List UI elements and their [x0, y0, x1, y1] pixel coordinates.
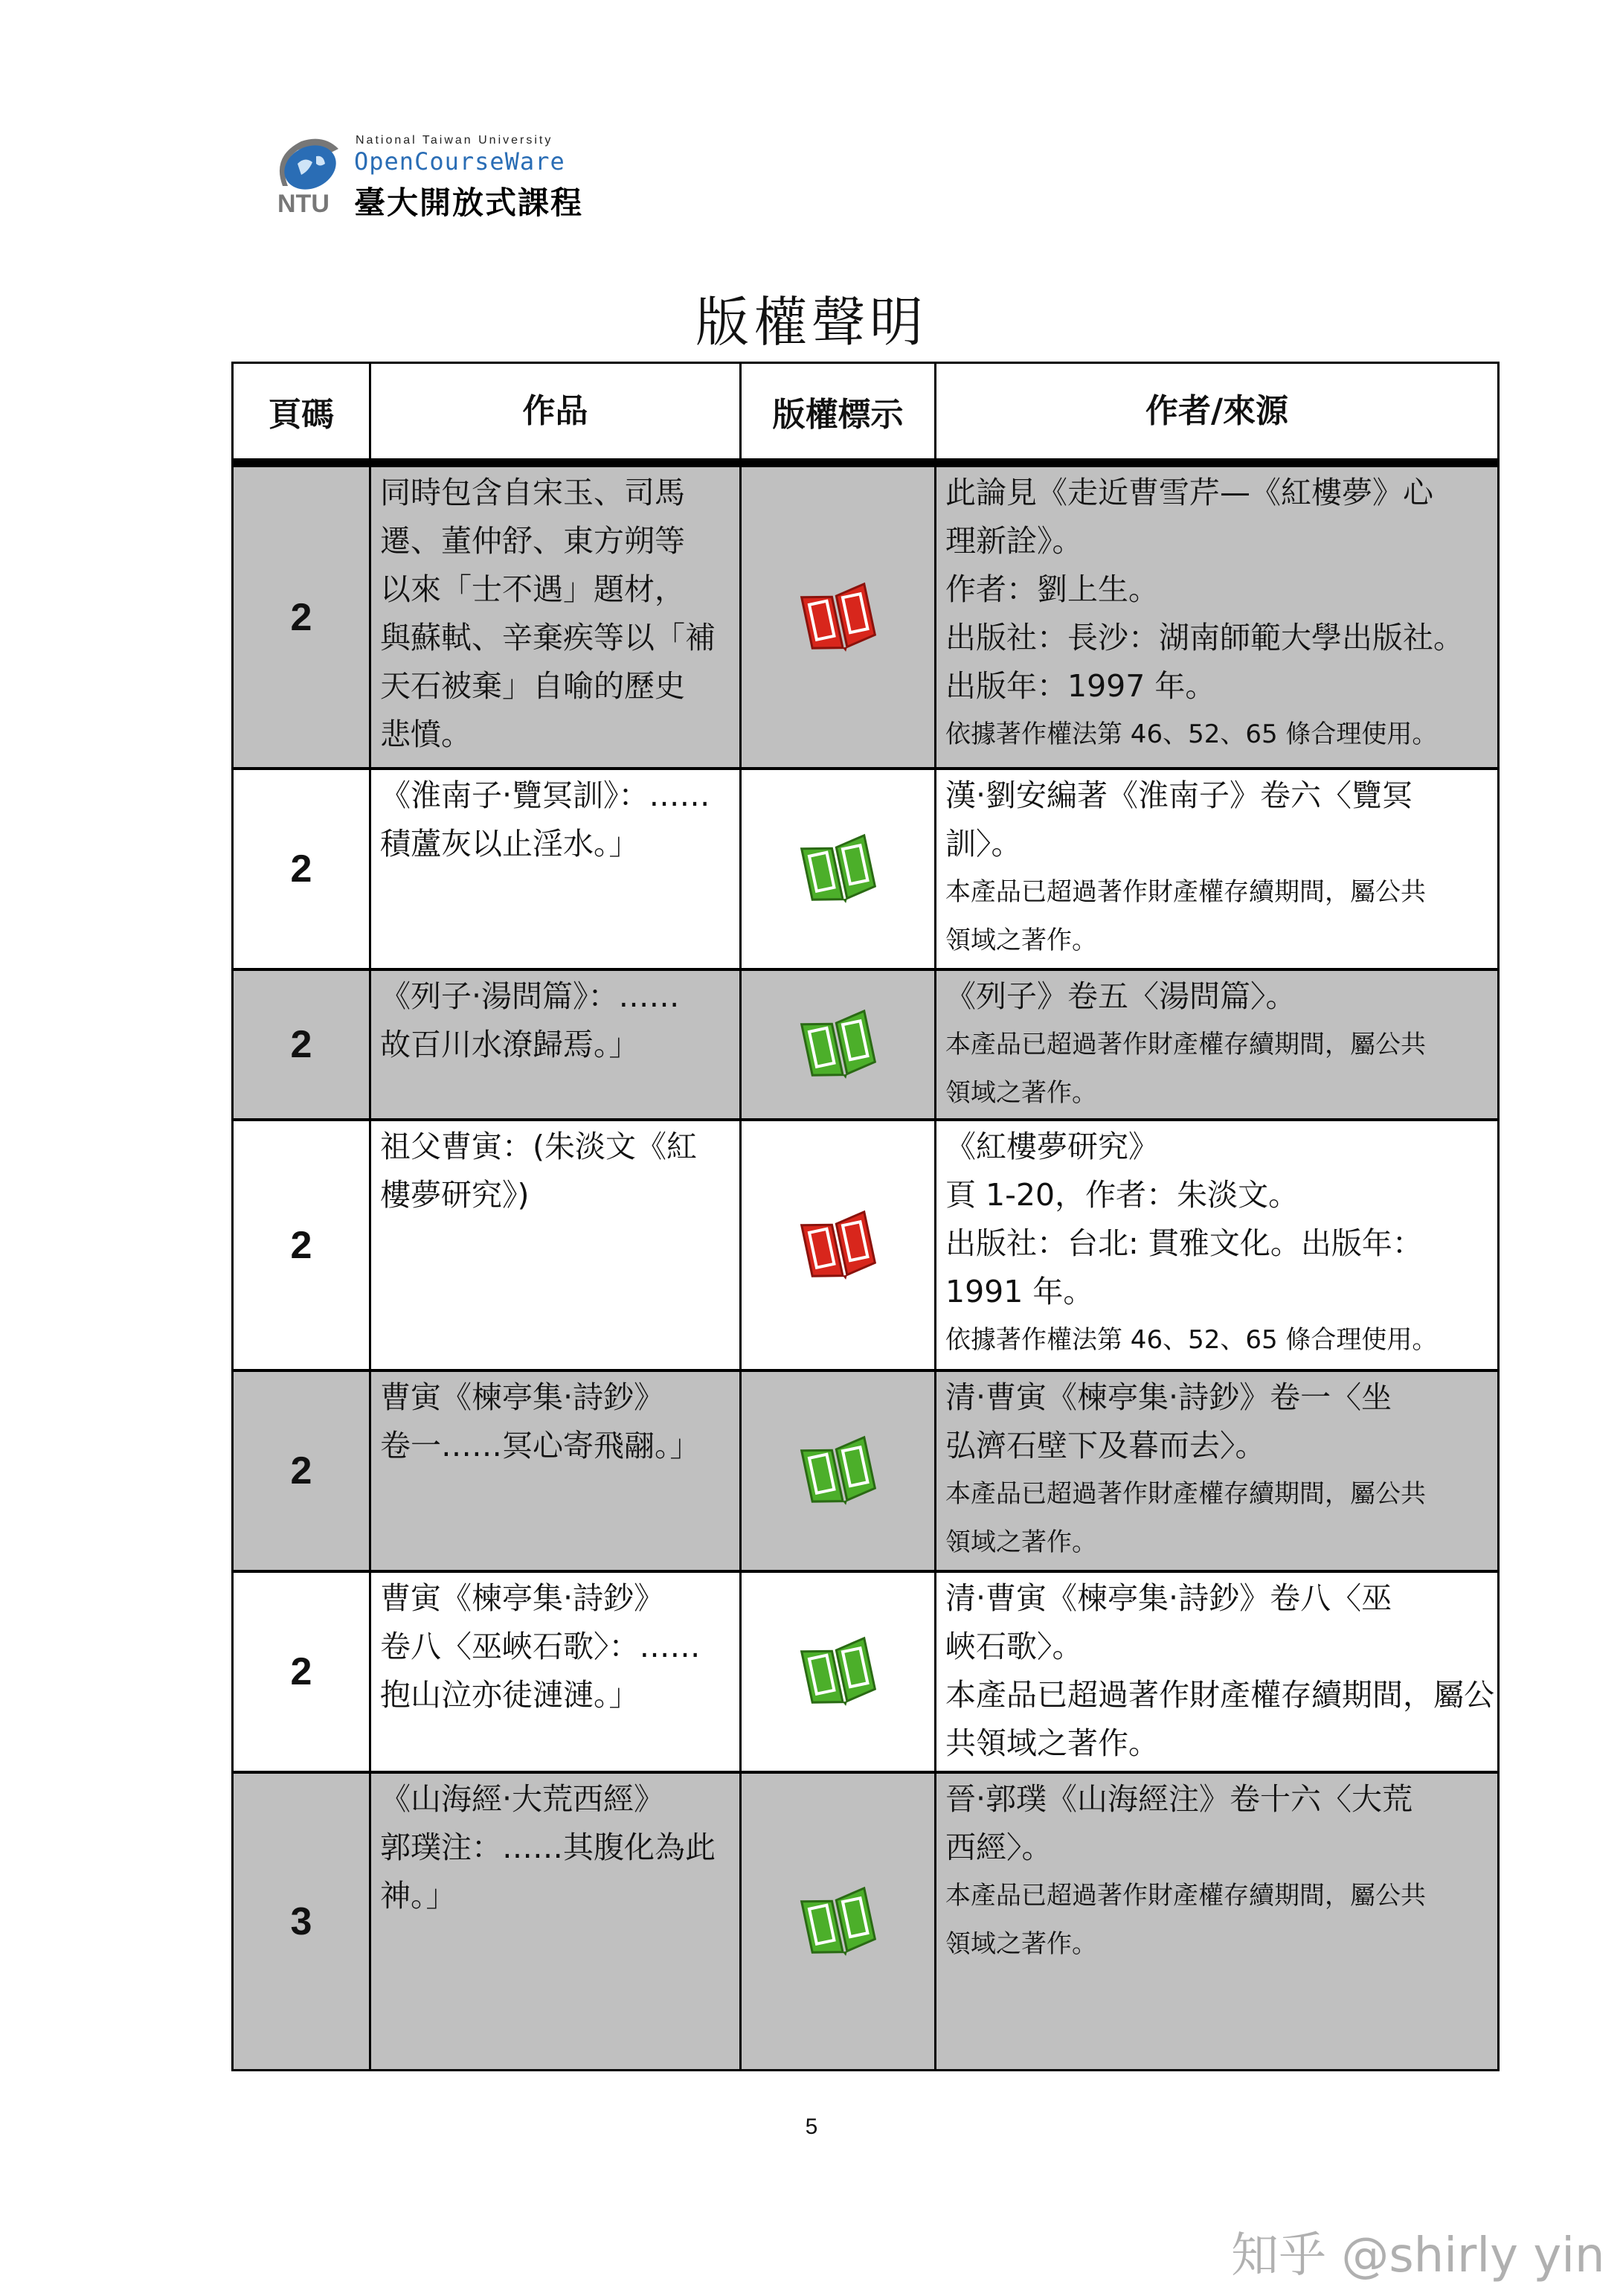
- green-book-icon: [797, 827, 879, 911]
- work-line: 遷、董仲舒、東方朔等: [380, 523, 685, 559]
- page-cell: 2: [234, 770, 371, 968]
- work-line: 悲憤。: [380, 716, 472, 752]
- source-line: 本產品已超過著作財產權存續期間，屬公: [945, 1677, 1494, 1713]
- green-book-icon: [797, 1002, 879, 1087]
- source-cell: [936, 1774, 1497, 2069]
- svg-text:NTU: NTU: [277, 190, 330, 216]
- license-note-line: 本產品已超過著作財產權存續期間，屬公共: [945, 877, 1426, 907]
- work-line: 卷八〈巫峽石歌〉：……: [380, 1629, 701, 1664]
- license-note-line: 領域之著作。: [945, 926, 1097, 955]
- logo-university-name: National Taiwan University: [356, 134, 553, 147]
- work-cell: [371, 1121, 742, 1369]
- source-line: 出版社：長沙：湖南師範大學出版社。: [945, 620, 1464, 655]
- ntu-opencourseware-logo: [271, 126, 614, 219]
- header-page: 頁碼: [234, 364, 371, 458]
- work-line: 《山海經‧大荒西經》: [380, 1781, 665, 1817]
- work-line: 抱山泣亦徒漣漣。」: [380, 1677, 640, 1713]
- work-cell: [371, 467, 742, 767]
- license-cell: [742, 1121, 936, 1369]
- source-line: 漢‧劉安編著《淮南子》卷六〈覽冥: [945, 777, 1413, 813]
- source-line: 西經〉。: [945, 1830, 1052, 1865]
- source-line: 出版年：1997 年。: [945, 668, 1216, 704]
- page-cell: 2: [234, 971, 371, 1118]
- table-row: [234, 971, 1497, 1121]
- source-line: 共領域之著作。: [945, 1725, 1159, 1761]
- license-note-line: 領域之著作。: [945, 1078, 1097, 1108]
- header-license: 版權標示: [742, 364, 936, 458]
- ntu-globe-icon: [271, 134, 346, 216]
- work-line: 樓夢研究》): [380, 1177, 530, 1213]
- source-line: 峽石歌〉。: [945, 1629, 1083, 1664]
- source-cell: [936, 467, 1497, 767]
- license-note-line: 依據著作權法第 46、52、65 條合理使用。: [945, 719, 1438, 749]
- work-line: 曹寅《楝亭集‧詩鈔》: [380, 1379, 665, 1415]
- work-line: 《淮南子‧覽冥訓》：……: [380, 777, 710, 813]
- source-line: 晉‧郭璞《山海經注》卷十六〈大荒: [945, 1781, 1413, 1817]
- source-cell: [936, 1573, 1497, 1771]
- source-cell: [936, 770, 1497, 968]
- page-number: 5: [805, 2114, 818, 2139]
- red-book-icon: [797, 1203, 879, 1288]
- license-cell: [742, 1774, 936, 2069]
- work-line: 同時包含自宋玉、司馬: [380, 475, 685, 510]
- header-work: 作品: [371, 364, 742, 458]
- source-line: 此論見《走近曹雪芹—《紅樓夢》心: [945, 475, 1433, 510]
- source-line: 《紅樓夢研究》: [945, 1129, 1159, 1164]
- work-line: 曹寅《楝亭集‧詩鈔》: [380, 1580, 665, 1616]
- watermark: 知乎 @shirly yin: [1231, 2228, 1605, 2283]
- page-cell: 2: [234, 1573, 371, 1771]
- source-line: 作者：劉上生。: [945, 571, 1159, 607]
- license-note-line: 領域之著作。: [945, 1929, 1097, 1959]
- license-note-line: 依據著作權法第 46、52、65 條合理使用。: [945, 1325, 1438, 1355]
- license-cell: [742, 467, 936, 767]
- copyright-table: [231, 362, 1500, 2071]
- work-line: 《列子‧湯問篇》：……: [380, 978, 680, 1014]
- work-line: 卷一……冥心寄飛翮。」: [380, 1428, 701, 1463]
- work-line: 積蘆灰以止淫水。」: [380, 826, 640, 862]
- license-cell: [742, 770, 936, 968]
- work-line: 郭璞注：……其腹化為此: [380, 1830, 716, 1865]
- page-cell: 3: [234, 1774, 371, 2069]
- table-row: [234, 770, 1497, 971]
- license-cell: [742, 1573, 936, 1771]
- red-book-icon: [797, 575, 879, 660]
- table-row: [234, 1774, 1497, 2069]
- source-line: 《列子》卷五〈湯問篇〉。: [945, 978, 1296, 1014]
- work-line: 神。」: [380, 1878, 457, 1914]
- work-cell: [371, 1372, 742, 1570]
- work-cell: [371, 1573, 742, 1771]
- source-line: 頁 1-20，作者：朱淡文。: [945, 1177, 1299, 1213]
- work-cell: [371, 1774, 742, 2069]
- logo-opencourseware: OpenCourseWare: [354, 147, 565, 176]
- license-note-line: 本產品已超過著作財產權存續期間，屬公共: [945, 1881, 1426, 1911]
- header-source: 作者/來源: [1145, 392, 1289, 430]
- license-note-line: 本產品已超過著作財產權存續期間，屬公共: [945, 1030, 1426, 1059]
- table-row: [234, 1573, 1497, 1774]
- license-note-line: 本產品已超過著作財產權存續期間，屬公共: [945, 1479, 1426, 1509]
- logo-chinese-name: 臺大開放式課程: [354, 185, 584, 221]
- source-cell: [936, 1121, 1497, 1369]
- table-row: [234, 1121, 1497, 1372]
- table-header-row: [234, 364, 1497, 467]
- work-line: 以來「士不遇」題材，: [380, 571, 685, 607]
- source-line: 訓〉。: [945, 826, 1022, 862]
- work-line: 天石被棄」自喻的歷史: [380, 668, 685, 704]
- table-row: [234, 467, 1497, 770]
- green-book-icon: [797, 1879, 879, 1964]
- work-line: 祖父曹寅：(朱淡文《紅: [380, 1129, 697, 1164]
- license-note-line: 領域之著作。: [945, 1527, 1097, 1557]
- page-title: 版權聲明: [695, 291, 928, 353]
- license-cell: [742, 1372, 936, 1570]
- source-line: 出版社：台北: 貫雅文化。出版年：: [945, 1225, 1423, 1261]
- green-book-icon: [797, 1428, 879, 1513]
- work-cell: [371, 971, 742, 1118]
- work-line: 與蘇軾、辛棄疾等以「補: [380, 620, 716, 655]
- page-cell: 2: [234, 1121, 371, 1369]
- work-line: 故百川水潦歸焉。」: [380, 1027, 640, 1062]
- work-cell: [371, 770, 742, 968]
- source-line: 清‧曹寅《楝亭集‧詩鈔》卷八〈巫: [945, 1580, 1392, 1616]
- page-cell: 2: [234, 467, 371, 767]
- license-cell: [742, 971, 936, 1118]
- source-cell: [936, 1372, 1497, 1570]
- source-line: 理新詮》。: [945, 523, 1083, 559]
- source-cell: [936, 971, 1497, 1118]
- green-book-icon: [797, 1629, 879, 1714]
- table-row: [234, 1372, 1497, 1573]
- page-cell: 2: [234, 1372, 371, 1570]
- source-line: 清‧曹寅《楝亭集‧詩鈔》卷一〈坐: [945, 1379, 1392, 1415]
- source-line: 弘濟石壁下及暮而去〉。: [945, 1428, 1266, 1463]
- source-line: 1991 年。: [945, 1274, 1094, 1309]
